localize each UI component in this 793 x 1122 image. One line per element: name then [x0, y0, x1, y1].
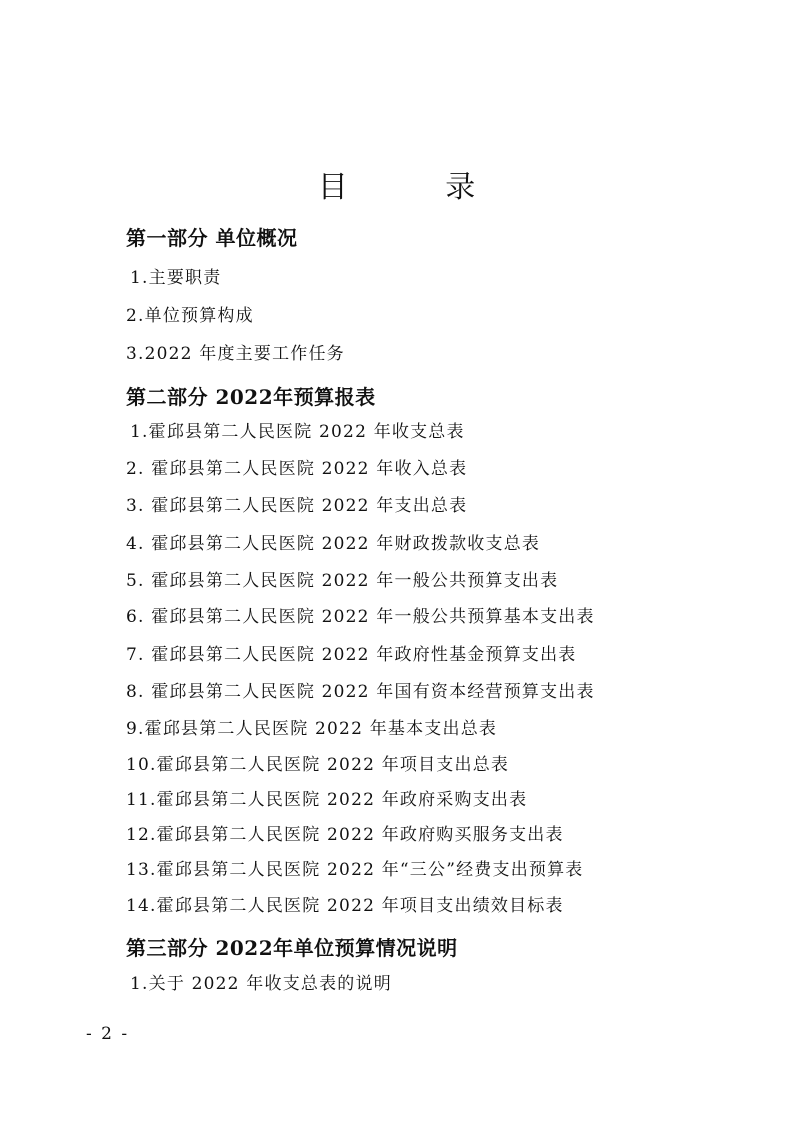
toc-item[interactable]: 13.霍邱县第二人民医院 2022 年“三公”经费支出预算表: [126, 860, 584, 880]
section-heading-part-1[interactable]: 第一部分 单位概况: [126, 226, 298, 250]
toc-item[interactable]: 3. 霍邱县第二人民医院 2022 年支出总表: [126, 496, 468, 516]
toc-item[interactable]: 7. 霍邱县第二人民医院 2022 年政府性基金预算支出表: [126, 645, 577, 665]
toc-item[interactable]: 8. 霍邱县第二人民医院 2022 年国有资本经营预算支出表: [126, 682, 595, 702]
toc-item[interactable]: 4. 霍邱县第二人民医院 2022 年财政拨款收支总表: [126, 534, 541, 554]
toc-item[interactable]: 2.单位预算构成: [126, 306, 254, 326]
toc-item[interactable]: 11.霍邱县第二人民医院 2022 年政府采购支出表: [126, 790, 528, 810]
page-number: - 2 -: [86, 1024, 130, 1044]
toc-item[interactable]: 1.关于 2022 年收支总表的说明: [130, 974, 392, 994]
section-heading-part-2[interactable]: 第二部分 2022年预算报表: [126, 385, 376, 409]
toc-item[interactable]: 2. 霍邱县第二人民医院 2022 年收入总表: [126, 459, 468, 479]
toc-item[interactable]: 3.2022 年度主要工作任务: [126, 344, 345, 364]
section-heading-part-3[interactable]: 第三部分 2022年单位预算情况说明: [126, 936, 458, 960]
toc-item[interactable]: 10.霍邱县第二人民医院 2022 年项目支出总表: [126, 755, 510, 775]
toc-item[interactable]: 1.主要职责: [130, 268, 222, 288]
page-title: 目 录: [317, 170, 520, 205]
toc-item[interactable]: 14.霍邱县第二人民医院 2022 年项目支出绩效目标表: [126, 896, 564, 916]
toc-item[interactable]: 5. 霍邱县第二人民医院 2022 年一般公共预算支出表: [126, 571, 559, 591]
toc-item[interactable]: 12.霍邱县第二人民医院 2022 年政府购买服务支出表: [126, 825, 564, 845]
toc-item[interactable]: 6. 霍邱县第二人民医院 2022 年一般公共预算基本支出表: [126, 607, 595, 627]
toc-item[interactable]: 9.霍邱县第二人民医院 2022 年基本支出总表: [126, 719, 498, 739]
toc-item[interactable]: 1.霍邱县第二人民医院 2022 年收支总表: [130, 422, 465, 442]
